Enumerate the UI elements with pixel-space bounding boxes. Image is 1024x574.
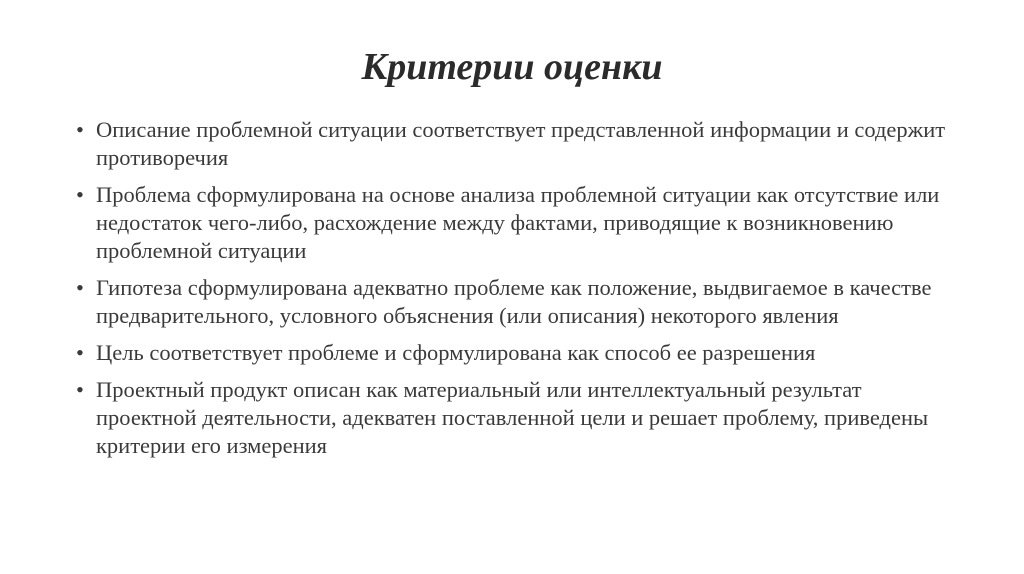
list-item — [76, 376, 956, 460]
list-item-text: Цель соответствует проблеме и сформулирована как способ ее разрешения — [96, 340, 816, 365]
slide-title: Критерии оценки — [361, 46, 663, 88]
list-item-text: Проблема сформулирована на основе анализа проблемной ситуации как отсутствие или недостаток чего-либо, расхождение между фактами, приводящие к возникновению проблемной ситуации — [96, 182, 940, 263]
list-item — [76, 181, 956, 265]
list-item-text: Описание проблемной ситуации соответствует представленной информации и содержит противоречия — [96, 117, 946, 170]
bullet-icon: • — [76, 340, 84, 365]
bullet-icon: • — [76, 275, 84, 300]
list-item — [76, 274, 956, 330]
bullet-icon: • — [76, 377, 84, 402]
list-item-text: Проектный продукт описан как материальный или интеллектуальный результат проектной деятельности, адекватен поставленной цели и решает проблему, приведены критерии его измерения — [96, 377, 929, 458]
bullet-icon: • — [76, 182, 84, 207]
list-item — [76, 116, 956, 172]
bullet-icon: • — [76, 117, 84, 142]
list-item-text: Гипотеза сформулирована адекватно проблеме как положение, выдвигаемое в качестве предварительного, условного объяснения (или описания) некоторого явления — [96, 275, 932, 328]
list-item — [76, 339, 956, 367]
criteria-list — [76, 116, 956, 469]
